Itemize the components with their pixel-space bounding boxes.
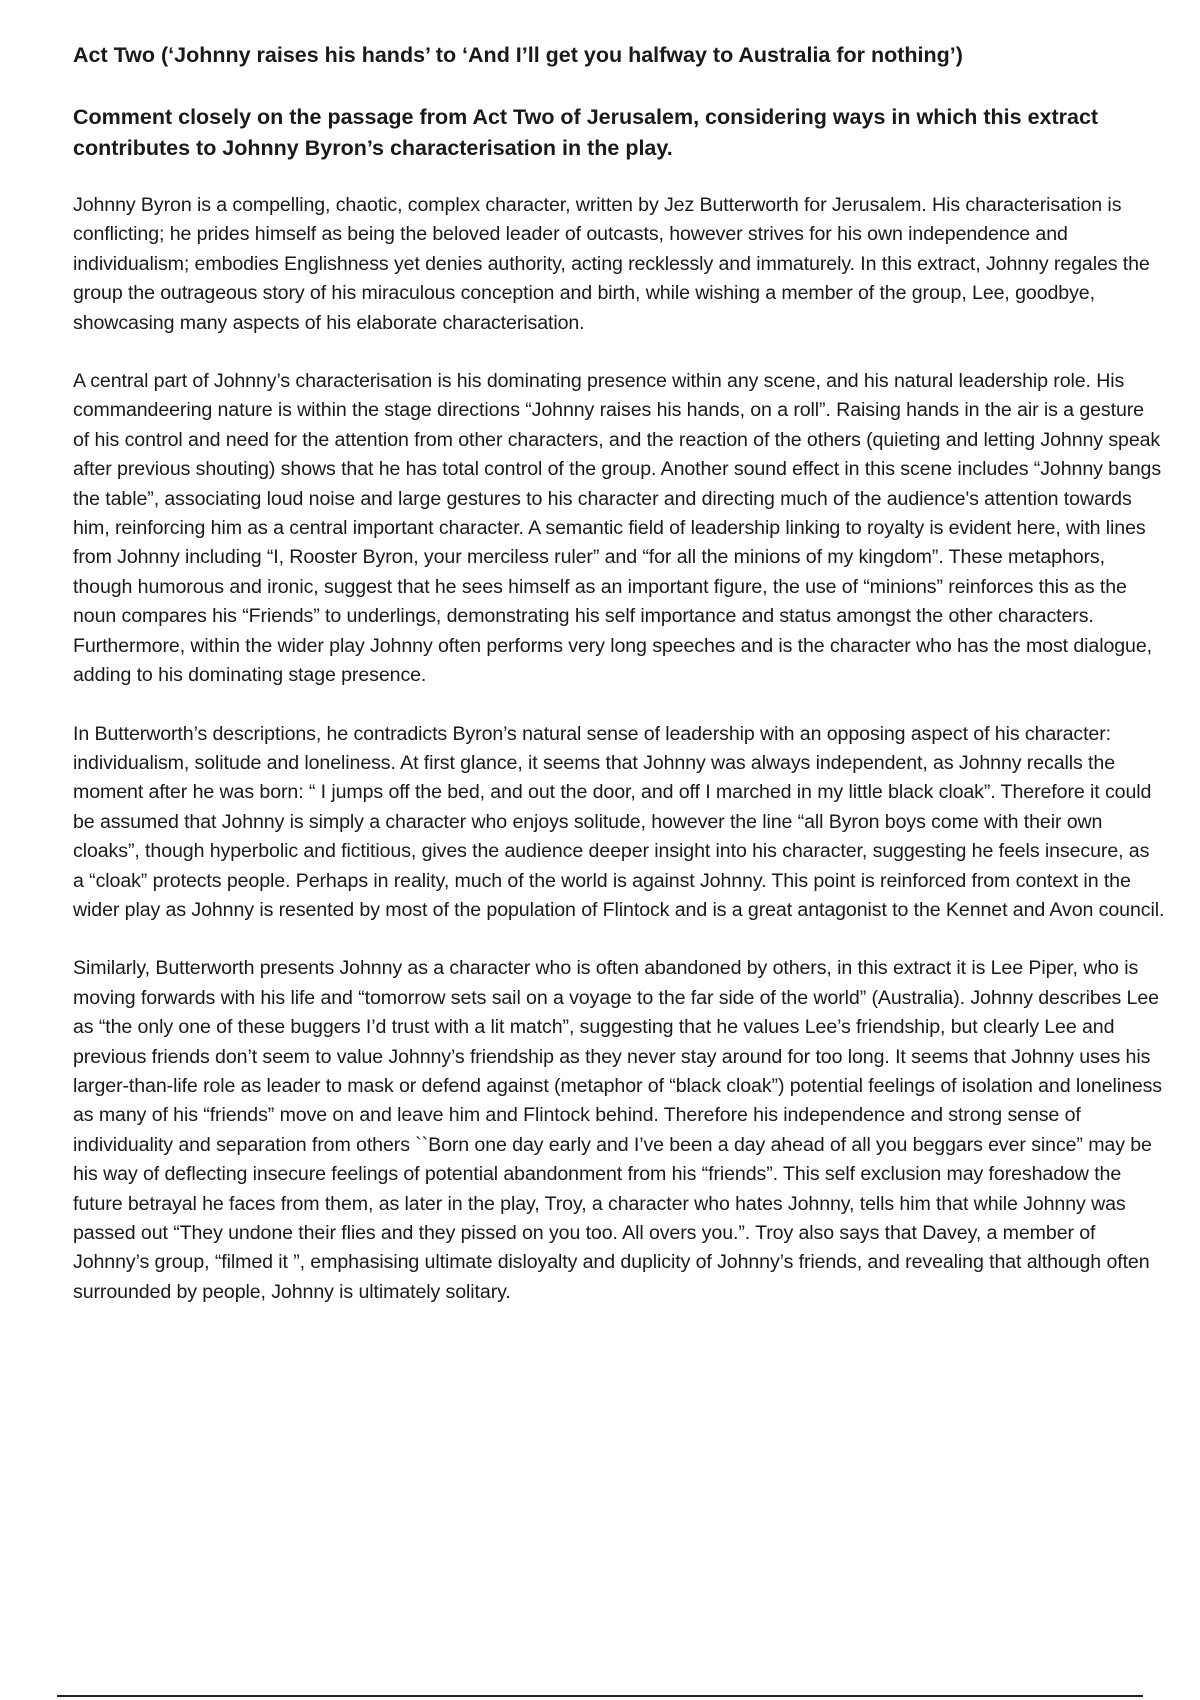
paragraph-leadership: A central part of Johnny’s characterisation is his dominating presence within any scene, and his natural leadership role. His commandeering nature is within the stage directions “Johnny raises his hands, on a roll”. Raising hands in the air is a gesture of his control and need for the attention from other characters, and the reaction of the others (quieting and letting Johnny speak after previous shouting) shows that he has total control of the group. Another sound effect in this scene includes “Johnny bangs the table”, associating loud noise and large gestures to his character and directing much of the audience's attention towards him, reinforcing him as a central important character. A semantic field of leadership linking to royalty is evident here, with lines from Johnny including “I, Rooster Byron, your merciless ruler” and “for all the minions of my kingdom”. These metaphors, though humorous and ironic, suggest that he sees himself as an important figure, the use of “minions” reinforces this as the noun compares his “Friends” to underlings, demonstrating his self importance and status amongst the other characters. Furthermore, within the wider play Johnny often performs very long speeches and is the character who has the most dialogue, adding to his dominating stage presence. bbox=[73, 370, 1162, 687]
paragraph-individualism: In Butterworth’s descriptions, he contradicts Byron’s natural sense of leadership with an opposing aspect of his character: individualism, solitude and loneliness. At first glance, it seems that Johnny was always independent, as Johnny recalls the moment after he was born: “ I jumps off the bed, and out the door, and off I marched in my little black cloak”. Therefore it could be assumed that Johnny is simply a character who enjoys solitude, however the line “all Byron boys come with their own cloaks”, though hyperbolic and fictitious, gives the audience deeper insight into his character, suggesting he feels insecure, as a “cloak” protects people. Perhaps in reality, much of the world is against Johnny. This point is reinforced from context in the wider play as Johnny is resented by most of the population of Flintock and is a great antagonist to the Kennet and Avon council. bbox=[73, 722, 1165, 921]
paragraph-abandonment: Similarly, Butterworth presents Johnny as a character who is often abandoned by others, in this extract it is Lee Piper, who is moving forwards with his life and “tomorrow sets sail on a voyage to the far side of the world” (Australia). Johnny describes Lee as “the only one of these buggers I’d trust with a lit match”, suggesting that he values Lee’s friendship, but clearly Lee and previous friends don’t seem to value Johnny’s friendship as they never stay around for too long. It seems that Johnny uses his larger-than-life role as leader to mask or defend against (metaphor of “black cloak”) potential feelings of isolation and loneliness as many of his “friends” move on and leave him and Flintock behind. Therefore his independence and strong sense of individuality and separation from others ``Born one day early and I’ve been a day ahead of all you beggars ever since” may be his way of deflecting insecure feelings of potential abandonment from his “friends”. This self exclusion may foreshadow the future betrayal he faces from them, as later in the play, Troy, a character who hates Johnny, tells him that while Johnny was passed out “They undone their flies and they pissed on you too. All overs you.”. Troy also says that Davey, a member of Johnny’s group, “filmed it ”, emphasising ultimate disloyalty and duplicity of Johnny’s friends, and revealing that although often surrounded by people, Johnny is ultimately solitary. bbox=[73, 957, 1163, 1303]
paragraph-introduction: Johnny Byron is a compelling, chaotic, complex character, written by Jez Butterworth for Jerusalem. His characterisation is conflicting; he prides himself as being the beloved leader of outcasts, however strives for his own independence and individualism; embodies Englishness yet denies authority, acting recklessly and immaturely. In this extract, Johnny regales the group the outrageous story of his miraculous conception and birth, while wishing a member of the group, Lee, goodbye, showcasing many aspects of his elaborate characterisation. bbox=[73, 194, 1150, 334]
document-title: Act Two (‘Johnny raises his hands’ to ‘And I’ll get you halfway to Australia for nothing’) bbox=[73, 43, 963, 67]
footer-divider bbox=[57, 1695, 1143, 1697]
document-page bbox=[73, 40, 1165, 1336]
essay-question: Comment closely on the passage from Act Two of Jerusalem, considering ways in which this extract contributes to Johnny Byron’s characterisation in the play. bbox=[73, 105, 1099, 160]
